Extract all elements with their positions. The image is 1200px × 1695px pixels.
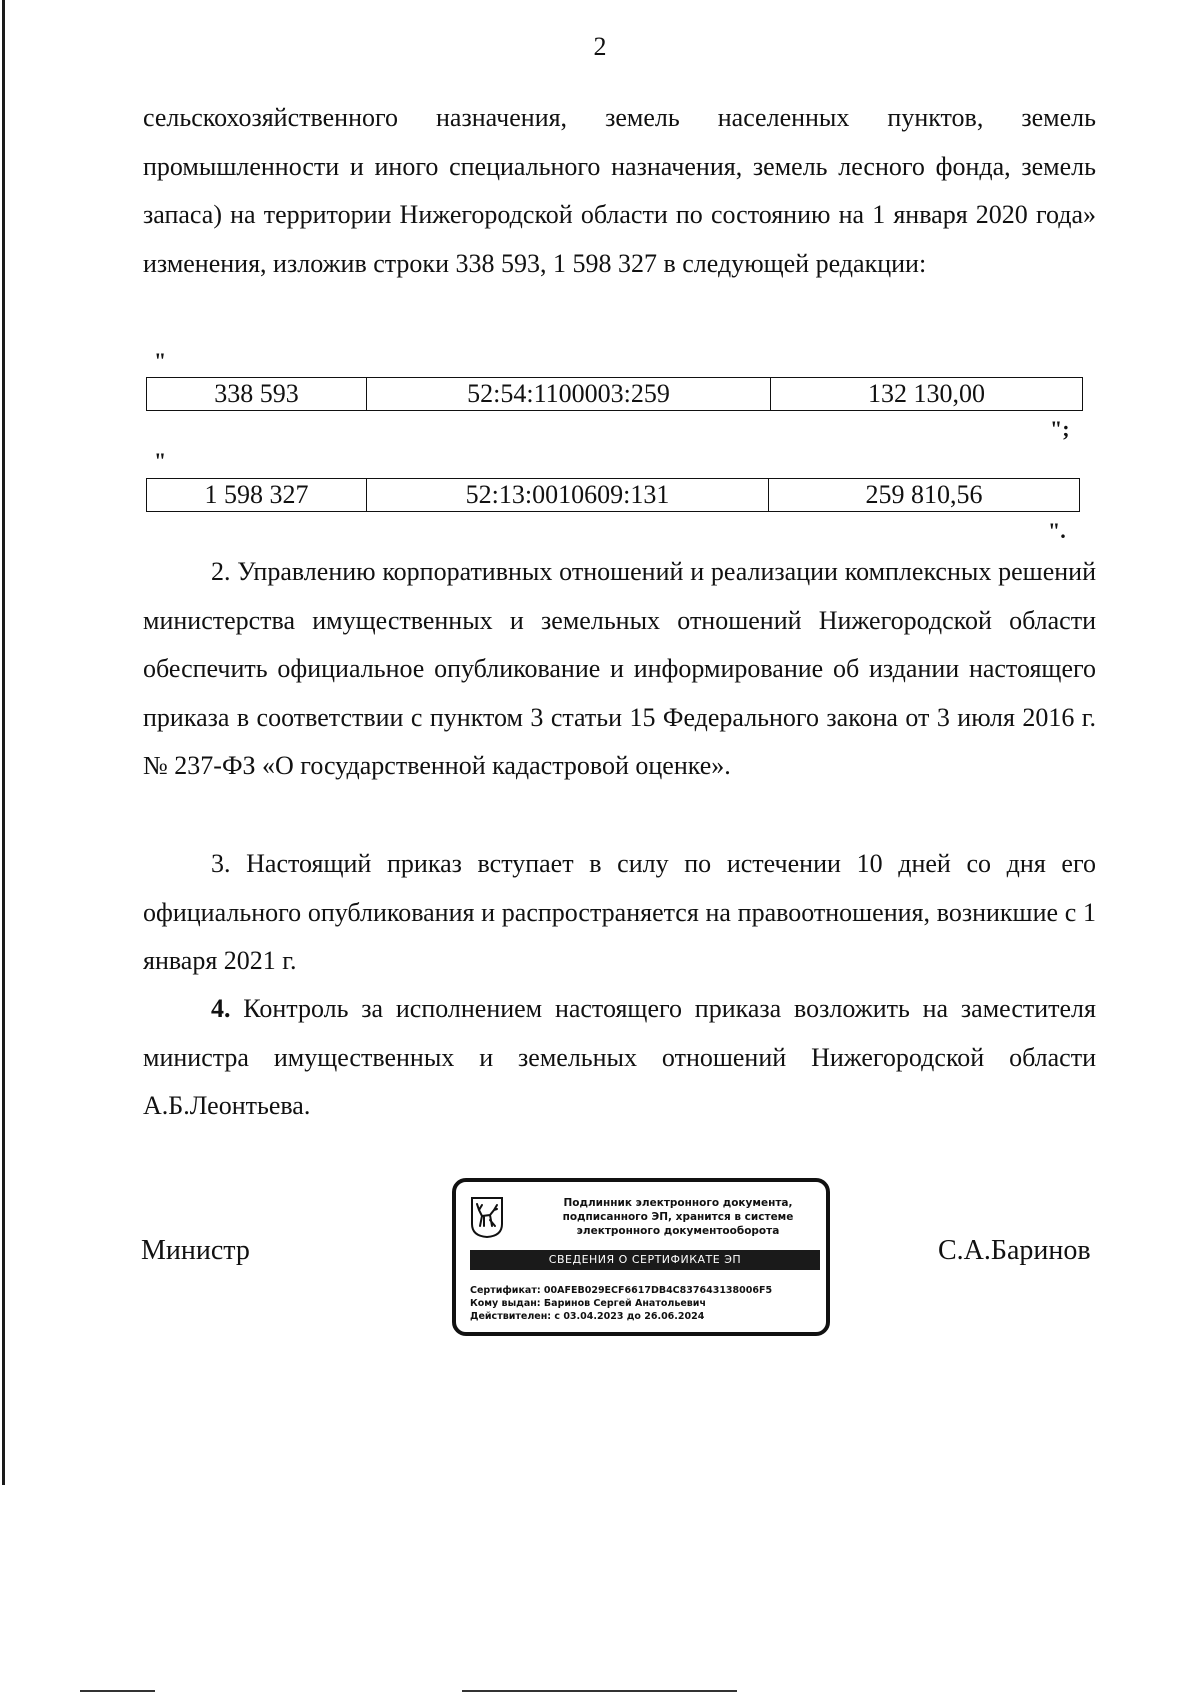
row-value-cell: 132 130,00 — [771, 378, 1083, 411]
stamp-certificate-bar: СВЕДЕНИЯ О СЕРТИФИКАТЕ ЭП — [470, 1250, 820, 1270]
stamp-certificate-line: Сертификат: 00AFEB029ECF6617DB4C837643138006F5 — [470, 1285, 773, 1296]
signatory-name: С.А.Баринов — [938, 1235, 1091, 1266]
scan-edge-line — [2, 0, 5, 1485]
item-number: 2. — [211, 557, 231, 586]
item-2-paragraph — [143, 548, 1096, 791]
item-4-paragraph — [143, 985, 1096, 1131]
item-number: 3. — [211, 849, 231, 878]
row-cadastral-cell: 52:13:0010609:131 — [367, 479, 769, 512]
item-text: Настоящий приказ вступает в силу по истечении 10 дней со дня его официального опубликования и распространяется на правоотношения, возникшие с 1 января 2021 г. — [143, 849, 1096, 975]
deer-emblem-icon — [470, 1196, 504, 1238]
item-number: 4. — [211, 994, 231, 1023]
item-text: Управлению корпоративных отношений и реализации комплексных решений министерства имущественных и земельных отношений Нижегородской области обеспечить официальное опубликование и информирование об издании настоящего приказа в соответствии с пунктом 3 статьи 15 Федерального закона от 3 июля 2016 г. № 237-ФЗ «О государственной кадастровой оценке». — [143, 557, 1096, 780]
page-number: 2 — [593, 32, 607, 61]
electronic-signature-stamp — [452, 1178, 830, 1336]
quote-close-second: ". — [1048, 518, 1066, 543]
row-number-cell: 1 598 327 — [147, 479, 367, 512]
footer-rule-left — [80, 1690, 155, 1692]
row-number-cell: 338 593 — [147, 378, 367, 411]
intro-paragraph: сельскохозяйственного назначения, земель населенных пунктов, земель промышленности и иного специального назначения, земель лесного фонда, земель запаса) на территории Нижегородской области по состоянию на 1 января 2020 года» изменения, изложив строки 338 593, 1 598 327 в следующей редакции: — [143, 103, 1096, 278]
stamp-issued-line: Кому выдан: Баринов Сергей Анатольевич — [470, 1298, 706, 1309]
row-value-cell: 259 810,56 — [769, 479, 1080, 512]
item-3-paragraph — [143, 840, 1096, 986]
row-cadastral-cell: 52:54:1100003:259 — [367, 378, 771, 411]
quote-open-first: " — [154, 348, 167, 373]
stamp-details — [470, 1284, 822, 1323]
replacement-row-first — [146, 377, 1083, 411]
signatory-position: Министр — [141, 1235, 250, 1266]
stamp-valid-line: Действителен: с 03.04.2023 до 26.06.2024 — [470, 1311, 705, 1322]
quote-close-first: "; — [1050, 416, 1070, 441]
item-text: Контроль за исполнением настоящего приказа возложить на заместителя министра имущественных и земельных отношений Нижегородской области А.Б.Леонтьева. — [143, 994, 1096, 1120]
quote-open-second: " — [154, 448, 167, 473]
replacement-row-second — [146, 478, 1080, 512]
footer-rule-center — [462, 1690, 737, 1692]
stamp-heading: Подлинник электронного документа, подписанного ЭП, хранится в системе электронного документооборота — [562, 1197, 794, 1237]
